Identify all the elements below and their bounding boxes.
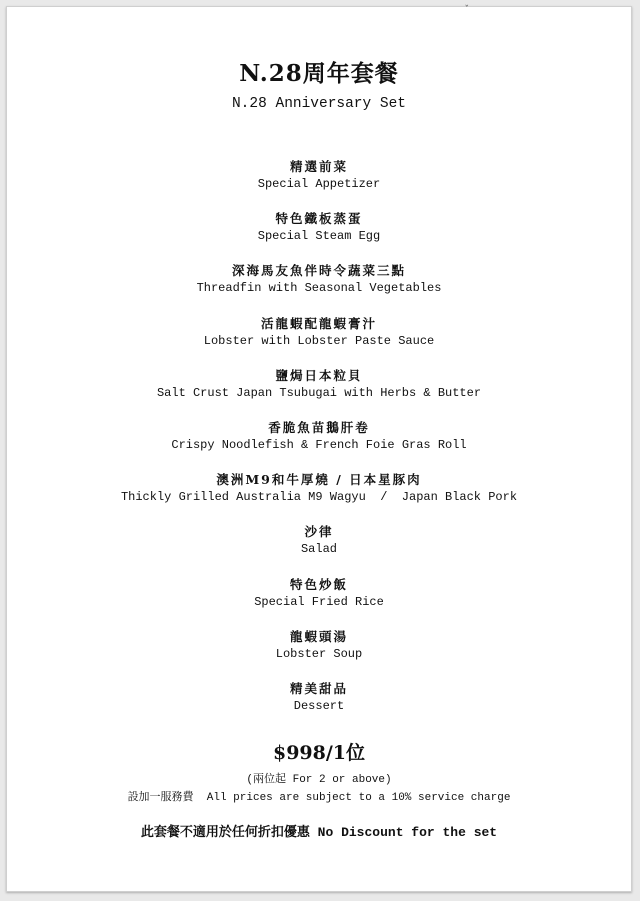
course-item bbox=[7, 367, 631, 419]
course-item bbox=[7, 471, 631, 523]
course-name-chinese: 精美甜品 bbox=[289, 680, 348, 696]
service-charge-note: 設加一服務費 All prices are subject to a 10% service charge bbox=[127, 792, 511, 804]
course-name-english: Threadfin with Seasonal Vegetables bbox=[196, 281, 442, 296]
course-list bbox=[7, 158, 631, 732]
no-discount-note: 此套餐不適用於任何折扣優惠 No Discount for the set bbox=[140, 825, 498, 840]
course-name-english: Crispy Noodlefish & French Foie Gras Roll bbox=[171, 437, 467, 452]
course-name-english: Salad bbox=[300, 542, 337, 557]
course-item bbox=[7, 158, 631, 210]
scan-mark: ˇ bbox=[464, 5, 469, 15]
course-name-english: Lobster Soup bbox=[275, 646, 363, 661]
course-item bbox=[7, 210, 631, 262]
minimum-persons-note: (兩位起 For 2 or above) bbox=[246, 774, 392, 786]
set-price: $998/1位 bbox=[272, 742, 366, 764]
course-name-english: Lobster with Lobster Paste Sauce bbox=[203, 333, 435, 348]
course-name-chinese: 特色炒飯 bbox=[289, 576, 348, 592]
course-name-chinese: 深海馬友魚伴時令蔬菜三點 bbox=[231, 263, 406, 279]
course-item bbox=[7, 680, 631, 732]
menu-title-english: N.28 Anniversary Set bbox=[231, 96, 407, 112]
course-item bbox=[7, 262, 631, 314]
course-name-chinese: 特色鐵板蒸蛋 bbox=[275, 211, 363, 227]
course-item bbox=[7, 576, 631, 628]
menu-title-chinese: N.28周年套餐 bbox=[239, 60, 399, 87]
course-name-chinese: 活龍蝦配龍蝦膏汁 bbox=[260, 315, 377, 331]
course-item bbox=[7, 419, 631, 471]
course-name-chinese: 香脆魚苗鵝肝卷 bbox=[268, 419, 370, 435]
course-name-chinese: 龍蝦頭湯 bbox=[289, 628, 348, 644]
course-name-chinese: 澳洲M9和牛厚燒 / 日本星豚肉 bbox=[216, 472, 422, 488]
course-name-chinese: 精選前菜 bbox=[289, 159, 348, 174]
course-name-english: Special Appetizer bbox=[257, 177, 381, 191]
course-item bbox=[7, 523, 631, 575]
course-item bbox=[7, 315, 631, 367]
course-name-chinese: 鹽焗日本粒貝 bbox=[275, 367, 363, 383]
course-name-chinese: 沙律 bbox=[304, 524, 334, 540]
course-name-english: Dessert bbox=[293, 698, 345, 713]
menu-page bbox=[6, 6, 632, 892]
course-name-english: Thickly Grilled Australia M9 Wagyu / Japan Black Pork bbox=[120, 490, 518, 505]
course-name-english: Special Steam Egg bbox=[257, 229, 381, 244]
course-item bbox=[7, 628, 631, 680]
course-name-english: Special Fried Rice bbox=[254, 594, 384, 609]
course-name-english: Salt Crust Japan Tsubugai with Herbs & Butter bbox=[156, 385, 482, 400]
